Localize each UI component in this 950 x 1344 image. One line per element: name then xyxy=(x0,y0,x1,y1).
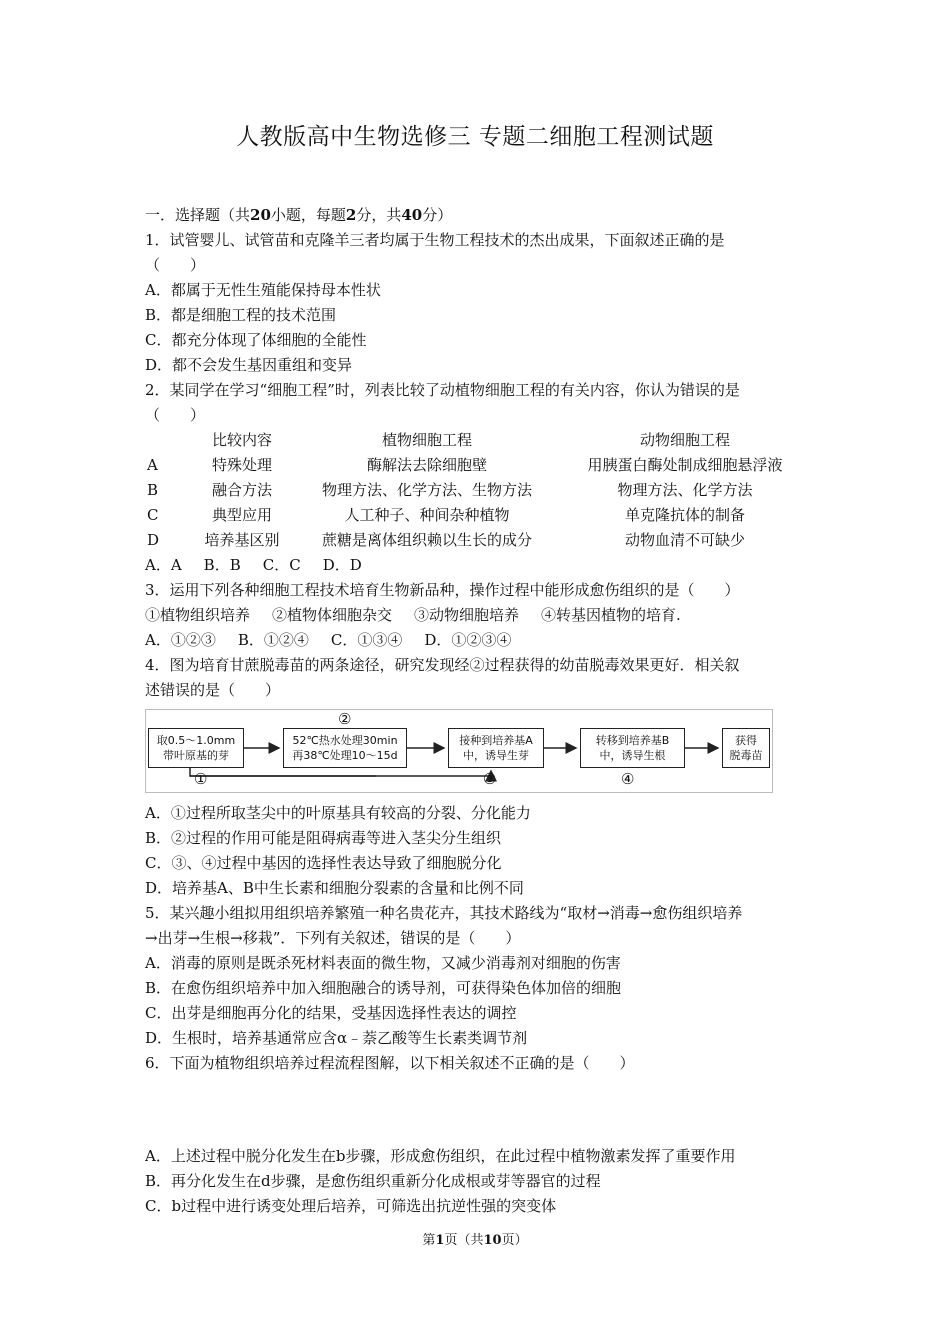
section-each-score: 2 xyxy=(345,206,357,224)
flow-label-4: ④ xyxy=(621,770,635,788)
table-cell: 融合方法 xyxy=(211,481,272,499)
q1-stem: 1．试管婴儿、试管苗和克隆羊三者均属于生物工程技术的杰出成果，下面叙述正确的是 xyxy=(145,231,725,249)
table-header-row xyxy=(145,428,813,453)
table-row xyxy=(145,478,813,503)
flow-text: 脱毒苗 xyxy=(729,749,763,762)
flow-text: 52℃热水处理30min xyxy=(292,734,398,747)
q3-option-d: D．①②③④ xyxy=(424,631,512,649)
q2-comparison-table xyxy=(145,428,813,553)
q4-option-b: B．②过程的作用可能是阻碍病毒等进入茎尖分生组织 xyxy=(145,829,502,847)
footer-total-pages: 10 xyxy=(483,1233,502,1248)
flow-text: 再38℃处理10～15d xyxy=(292,749,398,762)
table-cell: 蔗糖是离体组织赖以生长的成分 xyxy=(321,531,532,549)
q3-items xyxy=(145,603,813,628)
table-cell: 培养基区别 xyxy=(204,531,280,549)
q6-option-c: C．b过程中进行诱变处理后培养，可筛选出抗逆性强的突变体 xyxy=(145,1197,557,1215)
flow-text: 中，诱导生芽 xyxy=(463,749,529,762)
q1-option-c: C．都充分体现了体细胞的全能性 xyxy=(145,331,367,349)
flow-text: 接种到培养基A xyxy=(459,734,533,747)
q2-stem-bracket: （ ） xyxy=(145,406,206,424)
footer-text: 第 xyxy=(422,1233,436,1248)
table-cell: C xyxy=(147,506,159,524)
q5-option-d: D．生根时，培养基通常应含α﹣萘乙酸等生长素类调节剂 xyxy=(145,1029,528,1047)
table-cell: B xyxy=(147,481,159,499)
q4-stem: 4．图为培育甘蔗脱毒苗的两条途径，研究发现经②过程获得的幼苗脱毒效果更好．相关叙 xyxy=(145,656,740,674)
q3-option-c: C．①③④ xyxy=(330,631,403,649)
q2-option-a: A．A xyxy=(145,556,182,574)
q6-figure-space xyxy=(145,1076,813,1144)
q4-flow-diagram xyxy=(145,709,773,793)
arrow-bypass-line xyxy=(190,768,376,776)
flow-text: 带叶原基的芽 xyxy=(163,749,229,762)
q4-option-c: C．③、④过程中基因的选择性表达导致了细胞脱分化 xyxy=(145,854,502,872)
table-cell: 用胰蛋白酶处制成细胞悬浮液 xyxy=(587,456,783,474)
q1-option-a: A．都属于无性生殖能保持母本性状 xyxy=(145,281,381,299)
q6-stem: 6．下面为植物组织培养过程流程图解，以下相关叙述不正确的是（ ） xyxy=(145,1054,635,1072)
q5-option-c: C．出芽是细胞再分化的结果，受基因选择性表达的调控 xyxy=(145,1004,517,1022)
table-cell: 物理方法、化学方法 xyxy=(617,481,753,499)
q1-stem-bracket: （ ） xyxy=(145,256,206,274)
table-row xyxy=(145,453,813,478)
q1-option-d: D．都不会发生基因重组和变异 xyxy=(145,356,353,374)
flow-label-1: ① xyxy=(194,770,208,788)
section-heading-suffix: 分） xyxy=(422,206,453,224)
q2-option-c: C．C xyxy=(262,556,301,574)
section-count: 20 xyxy=(250,206,271,224)
flow-text: 取0.5～1.0mm xyxy=(156,734,236,747)
q3-option-b: B．①②④ xyxy=(237,631,309,649)
q4-option-a: A．①过程所取茎尖中的叶原基具有较高的分裂、分化能力 xyxy=(145,804,531,822)
table-cell: 动物血清不可缺少 xyxy=(624,531,745,549)
flow-text: 获得 xyxy=(735,734,757,747)
table-header-cell: 动物细胞工程 xyxy=(639,431,730,449)
page-title: 人教版高中生物选修三 专题二细胞工程测试题 xyxy=(236,124,714,150)
flow-step-medium-a xyxy=(448,728,544,768)
table-cell: 人工种子、种间杂种植物 xyxy=(344,506,510,524)
table-header-cell: 植物细胞工程 xyxy=(381,431,472,449)
flow-step-take-bud xyxy=(148,728,244,768)
section-heading-prefix: 一．选择题（共 xyxy=(145,206,251,224)
q2-options xyxy=(145,553,813,578)
table-header-cell: 比较内容 xyxy=(211,431,272,449)
flow-step-virus-free xyxy=(722,728,770,768)
table-cell: 典型应用 xyxy=(211,506,272,524)
q4-stem-cont: 述错误的是（ ） xyxy=(145,681,281,699)
footer-page-number: 1 xyxy=(435,1233,445,1248)
table-header-cell xyxy=(145,428,187,453)
flow-text: 中，诱导生根 xyxy=(599,749,666,762)
q3-item-1: ①植物组织培养 xyxy=(145,606,251,624)
flow-label-2: ② xyxy=(338,710,352,728)
table-cell: D xyxy=(147,531,160,549)
q3-item-4: ④转基因植物的培育. xyxy=(541,606,681,624)
q2-option-d: D．D xyxy=(322,556,362,574)
q3-option-a: A．①②③ xyxy=(145,631,216,649)
q4-option-d: D．培养基A、B中生长素和细胞分裂素的含量和比例不同 xyxy=(145,879,524,897)
q5-option-a: A．消毒的原则是既杀死材料表面的微生物，又减少消毒剂对细胞的伤害 xyxy=(145,954,621,972)
table-cell: 酶解法去除细胞壁 xyxy=(366,456,487,474)
table-row xyxy=(145,528,813,553)
flow-label-3: ③ xyxy=(483,770,497,788)
footer-text: 页） xyxy=(501,1233,528,1248)
page-footer xyxy=(0,1229,950,1248)
q2-stem: 2．某同学在学习“细胞工程”时，列表比较了动植物细胞工程的有关内容，你认为错误的是 xyxy=(145,381,740,399)
q6-option-a: A．上述过程中脱分化发生在b步骤，形成愈伤组织，在此过程中植物激素发挥了重要作用 xyxy=(145,1147,736,1165)
table-cell: 特殊处理 xyxy=(211,456,272,474)
section-total-score: 40 xyxy=(401,206,423,224)
table-row xyxy=(145,503,813,528)
q5-stem-cont: →出芽→生根→移栽”．下列有关叙述，错误的是（ ） xyxy=(145,929,521,947)
q3-item-2: ②植物体细胞杂交 xyxy=(272,606,393,624)
table-cell: A xyxy=(147,456,158,474)
q5-option-b: B．在愈伤组织培养中加入细胞融合的诱导剂，可获得染色体加倍的细胞 xyxy=(145,979,622,997)
q2-option-b: B．B xyxy=(203,556,241,574)
section-heading xyxy=(145,203,813,228)
table-cell: 物理方法、化学方法、生物方法 xyxy=(321,481,532,499)
flow-step-medium-b xyxy=(580,728,685,768)
section-heading-mid2: 分，共 xyxy=(356,206,402,224)
section-heading-mid1: 小题，每题 xyxy=(270,206,346,224)
q6-option-b: B．再分化发生在d步骤，是愈伤组织重新分化成根或芽等器官的过程 xyxy=(145,1172,601,1190)
q3-item-3: ③动物细胞培养 xyxy=(414,606,520,624)
question-content xyxy=(145,203,813,1219)
q5-stem: 5．某兴趣小组拟用组织培养繁殖一种名贵花卉，其技术路线为“取材→消毒→愈伤组织培养 xyxy=(145,904,743,922)
flow-text: 转移到培养基B xyxy=(595,734,670,747)
q3-options xyxy=(145,628,813,653)
footer-text: 页（共 xyxy=(444,1233,484,1248)
q1-option-b: B．都是细胞工程的技术范围 xyxy=(145,306,337,324)
flow-step-heat-treatment xyxy=(283,728,407,768)
q3-stem: 3．运用下列各种细胞工程技术培育生物新品种，操作过程中能形成愈伤组织的是（ ） xyxy=(145,581,740,599)
table-cell: 单克隆抗体的制备 xyxy=(624,506,745,524)
